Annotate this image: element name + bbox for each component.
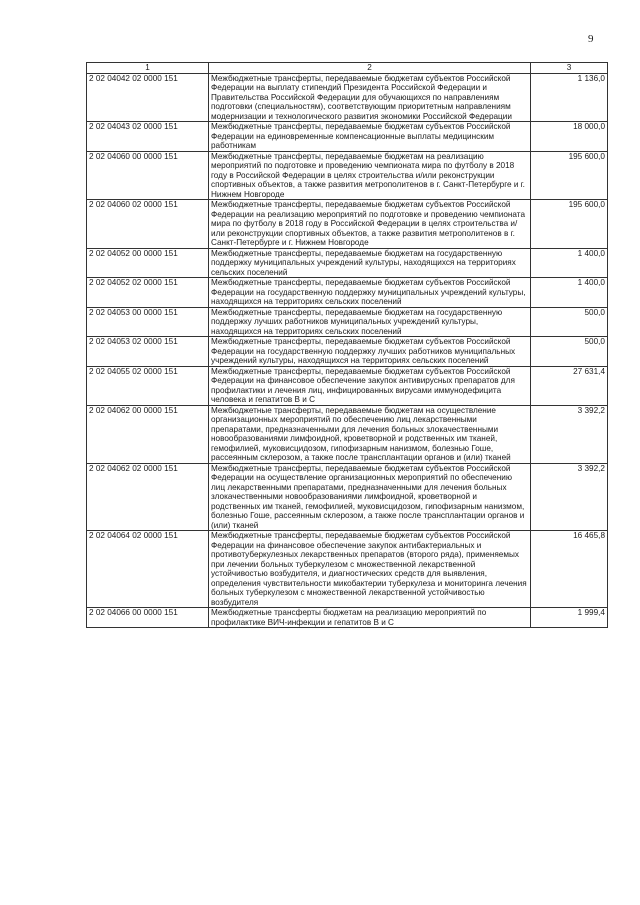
budget-code: 2 02 04055 02 0000 151 bbox=[87, 366, 209, 405]
table-row bbox=[87, 337, 608, 367]
amount: 195 600,0 bbox=[531, 151, 608, 200]
table-row bbox=[87, 122, 608, 152]
description: Межбюджетные трансферты, передаваемые бюджетам на осуществление организационных мероприятий по обеспечению лиц лекарственными препаратами, предназначенными для лечения больных злокачественными новообразованиями лимфоидной, кроветворной и родственных им тканей, гемофилией, муковисцидозом, гипофизарным нанизмом, болезнью Гоше, рассеянным склерозом, а также после трансплантации органов и (или) тканей bbox=[209, 405, 531, 463]
amount: 500,0 bbox=[531, 307, 608, 337]
description: Межбюджетные трансферты, передаваемые бюджетам на реализацию мероприятий по подготовке и проведению чемпионата мира по футболу в 2018 году в Российской Федерации в целях строительства и/или реконструкции спортивных объектов, а также развития метрополитенов в г. Санкт-Петербурге и г. Нижнем Новгороде bbox=[209, 151, 531, 200]
amount: 18 000,0 bbox=[531, 122, 608, 152]
table-row bbox=[87, 248, 608, 278]
description: Межбюджетные трансферты, передаваемые бюджетам субъектов Российской Федерации на финансовое обеспечение закупок антибактериальных и противотуберкулезных лекарственных препаратов (второго ряда), применяемых при лечении больных туберкулезом с множественной лекарственной устойчивостью возбудителя, и диагностических средств для выявления, определения чувствительности микобактерии туберкулеза и мониторинга лечения больных туберкулезом с множественной лекарственной устойчивостью возбудителя bbox=[209, 531, 531, 608]
description: Межбюджетные трансферты, передаваемые бюджетам субъектов Российской Федерации на государственную поддержку муниципальных учреждений культуры, находящихся на территориях сельских поселений bbox=[209, 278, 531, 308]
amount: 1 136,0 bbox=[531, 73, 608, 122]
table-row bbox=[87, 73, 608, 122]
table-row bbox=[87, 307, 608, 337]
table-row bbox=[87, 200, 608, 249]
budget-code: 2 02 04052 00 0000 151 bbox=[87, 248, 209, 278]
budget-code: 2 02 04042 02 0000 151 bbox=[87, 73, 209, 122]
description: Межбюджетные трансферты, передаваемые бюджетам на государственную поддержку лучших работников муниципальных учреждений культуры, находящихся на территориях сельских поселений bbox=[209, 307, 531, 337]
description: Межбюджетные трансферты, передаваемые бюджетам субъектов Российской Федерации на финансовое обеспечение закупок антивирусных препаратов для профилактики и лечения лиц, инфицированных вирусами иммунодефицита человека и гепатитов В и С bbox=[209, 366, 531, 405]
description: Межбюджетные трансферты, передаваемые бюджетам субъектов Российской Федерации на выплату стипендий Президента Российской Федерации и Правительства Российской Федерации для обучающихся по направлениям подготовки (специальностям), соответствующим приоритетным направлениям модернизации и технологического развития экономики Российской Федерации bbox=[209, 73, 531, 122]
budget-table bbox=[86, 62, 608, 628]
table-row bbox=[87, 531, 608, 608]
budget-code: 2 02 04062 02 0000 151 bbox=[87, 463, 209, 531]
table-row bbox=[87, 151, 608, 200]
table-row bbox=[87, 463, 608, 531]
table-row bbox=[87, 278, 608, 308]
column-header: 3 bbox=[531, 63, 608, 74]
amount: 3 392,2 bbox=[531, 463, 608, 531]
budget-code: 2 02 04052 02 0000 151 bbox=[87, 278, 209, 308]
budget-code: 2 02 04043 02 0000 151 bbox=[87, 122, 209, 152]
amount: 1 400,0 bbox=[531, 278, 608, 308]
amount: 1 400,0 bbox=[531, 248, 608, 278]
budget-code: 2 02 04062 00 0000 151 bbox=[87, 405, 209, 463]
description: Межбюджетные трансферты, передаваемые бюджетам субъектов Российской Федерации на единовременные компенсационные выплаты медицинским работникам bbox=[209, 122, 531, 152]
amount: 195 600,0 bbox=[531, 200, 608, 249]
column-header: 2 bbox=[209, 63, 531, 74]
budget-code: 2 02 04053 00 0000 151 bbox=[87, 307, 209, 337]
table-row bbox=[87, 405, 608, 463]
description: Межбюджетные трансферты бюджетам на реализацию мероприятий по профилактике ВИЧ-инфекции и гепатитов В и С bbox=[209, 608, 531, 628]
amount: 3 392,2 bbox=[531, 405, 608, 463]
column-header: 1 bbox=[87, 63, 209, 74]
description: Межбюджетные трансферты, передаваемые бюджетам субъектов Российской Федерации на государственную поддержку лучших работников муниципальных учреждений культуры, находящихся на территориях сельских поселений bbox=[209, 337, 531, 367]
budget-code: 2 02 04064 02 0000 151 bbox=[87, 531, 209, 608]
amount: 1 999,4 bbox=[531, 608, 608, 628]
amount: 16 465,8 bbox=[531, 531, 608, 608]
table-header-row bbox=[87, 63, 608, 74]
table-row bbox=[87, 608, 608, 628]
amount: 500,0 bbox=[531, 337, 608, 367]
budget-code: 2 02 04060 02 0000 151 bbox=[87, 200, 209, 249]
budget-code: 2 02 04066 00 0000 151 bbox=[87, 608, 209, 628]
description: Межбюджетные трансферты, передаваемые бюджетам субъектов Российской Федерации на реализацию мероприятий по подготовке и проведению чемпионата мира по футболу в 2018 году в Российской Федерации в целях строительства и/или реконструкции спортивных объектов, а также развития метрополитенов в г. Санкт-Петербурге и г. Нижнем Новгороде bbox=[209, 200, 531, 249]
page-number: 9 bbox=[588, 33, 594, 45]
budget-code: 2 02 04060 00 0000 151 bbox=[87, 151, 209, 200]
description: Межбюджетные трансферты, передаваемые бюджетам на государственную поддержку муниципальных учреждений культуры, находящихся на территориях сельских поселений bbox=[209, 248, 531, 278]
amount: 27 631,4 bbox=[531, 366, 608, 405]
table-row bbox=[87, 366, 608, 405]
description: Межбюджетные трансферты, передаваемые бюджетам субъектов Российской Федерации на осуществление организационных мероприятий по обеспечению лиц лекарственными препаратами, предназначенными для лечения больных злокачественными новообразованиями лимфоидной, кроветворной и родственных им тканей, гемофилией, муковисцидозом, гипофизарным нанизмом, болезнью Гоше, рассеянным склерозом, а также после трансплантации органов и (или) тканей bbox=[209, 463, 531, 531]
budget-code: 2 02 04053 02 0000 151 bbox=[87, 337, 209, 367]
